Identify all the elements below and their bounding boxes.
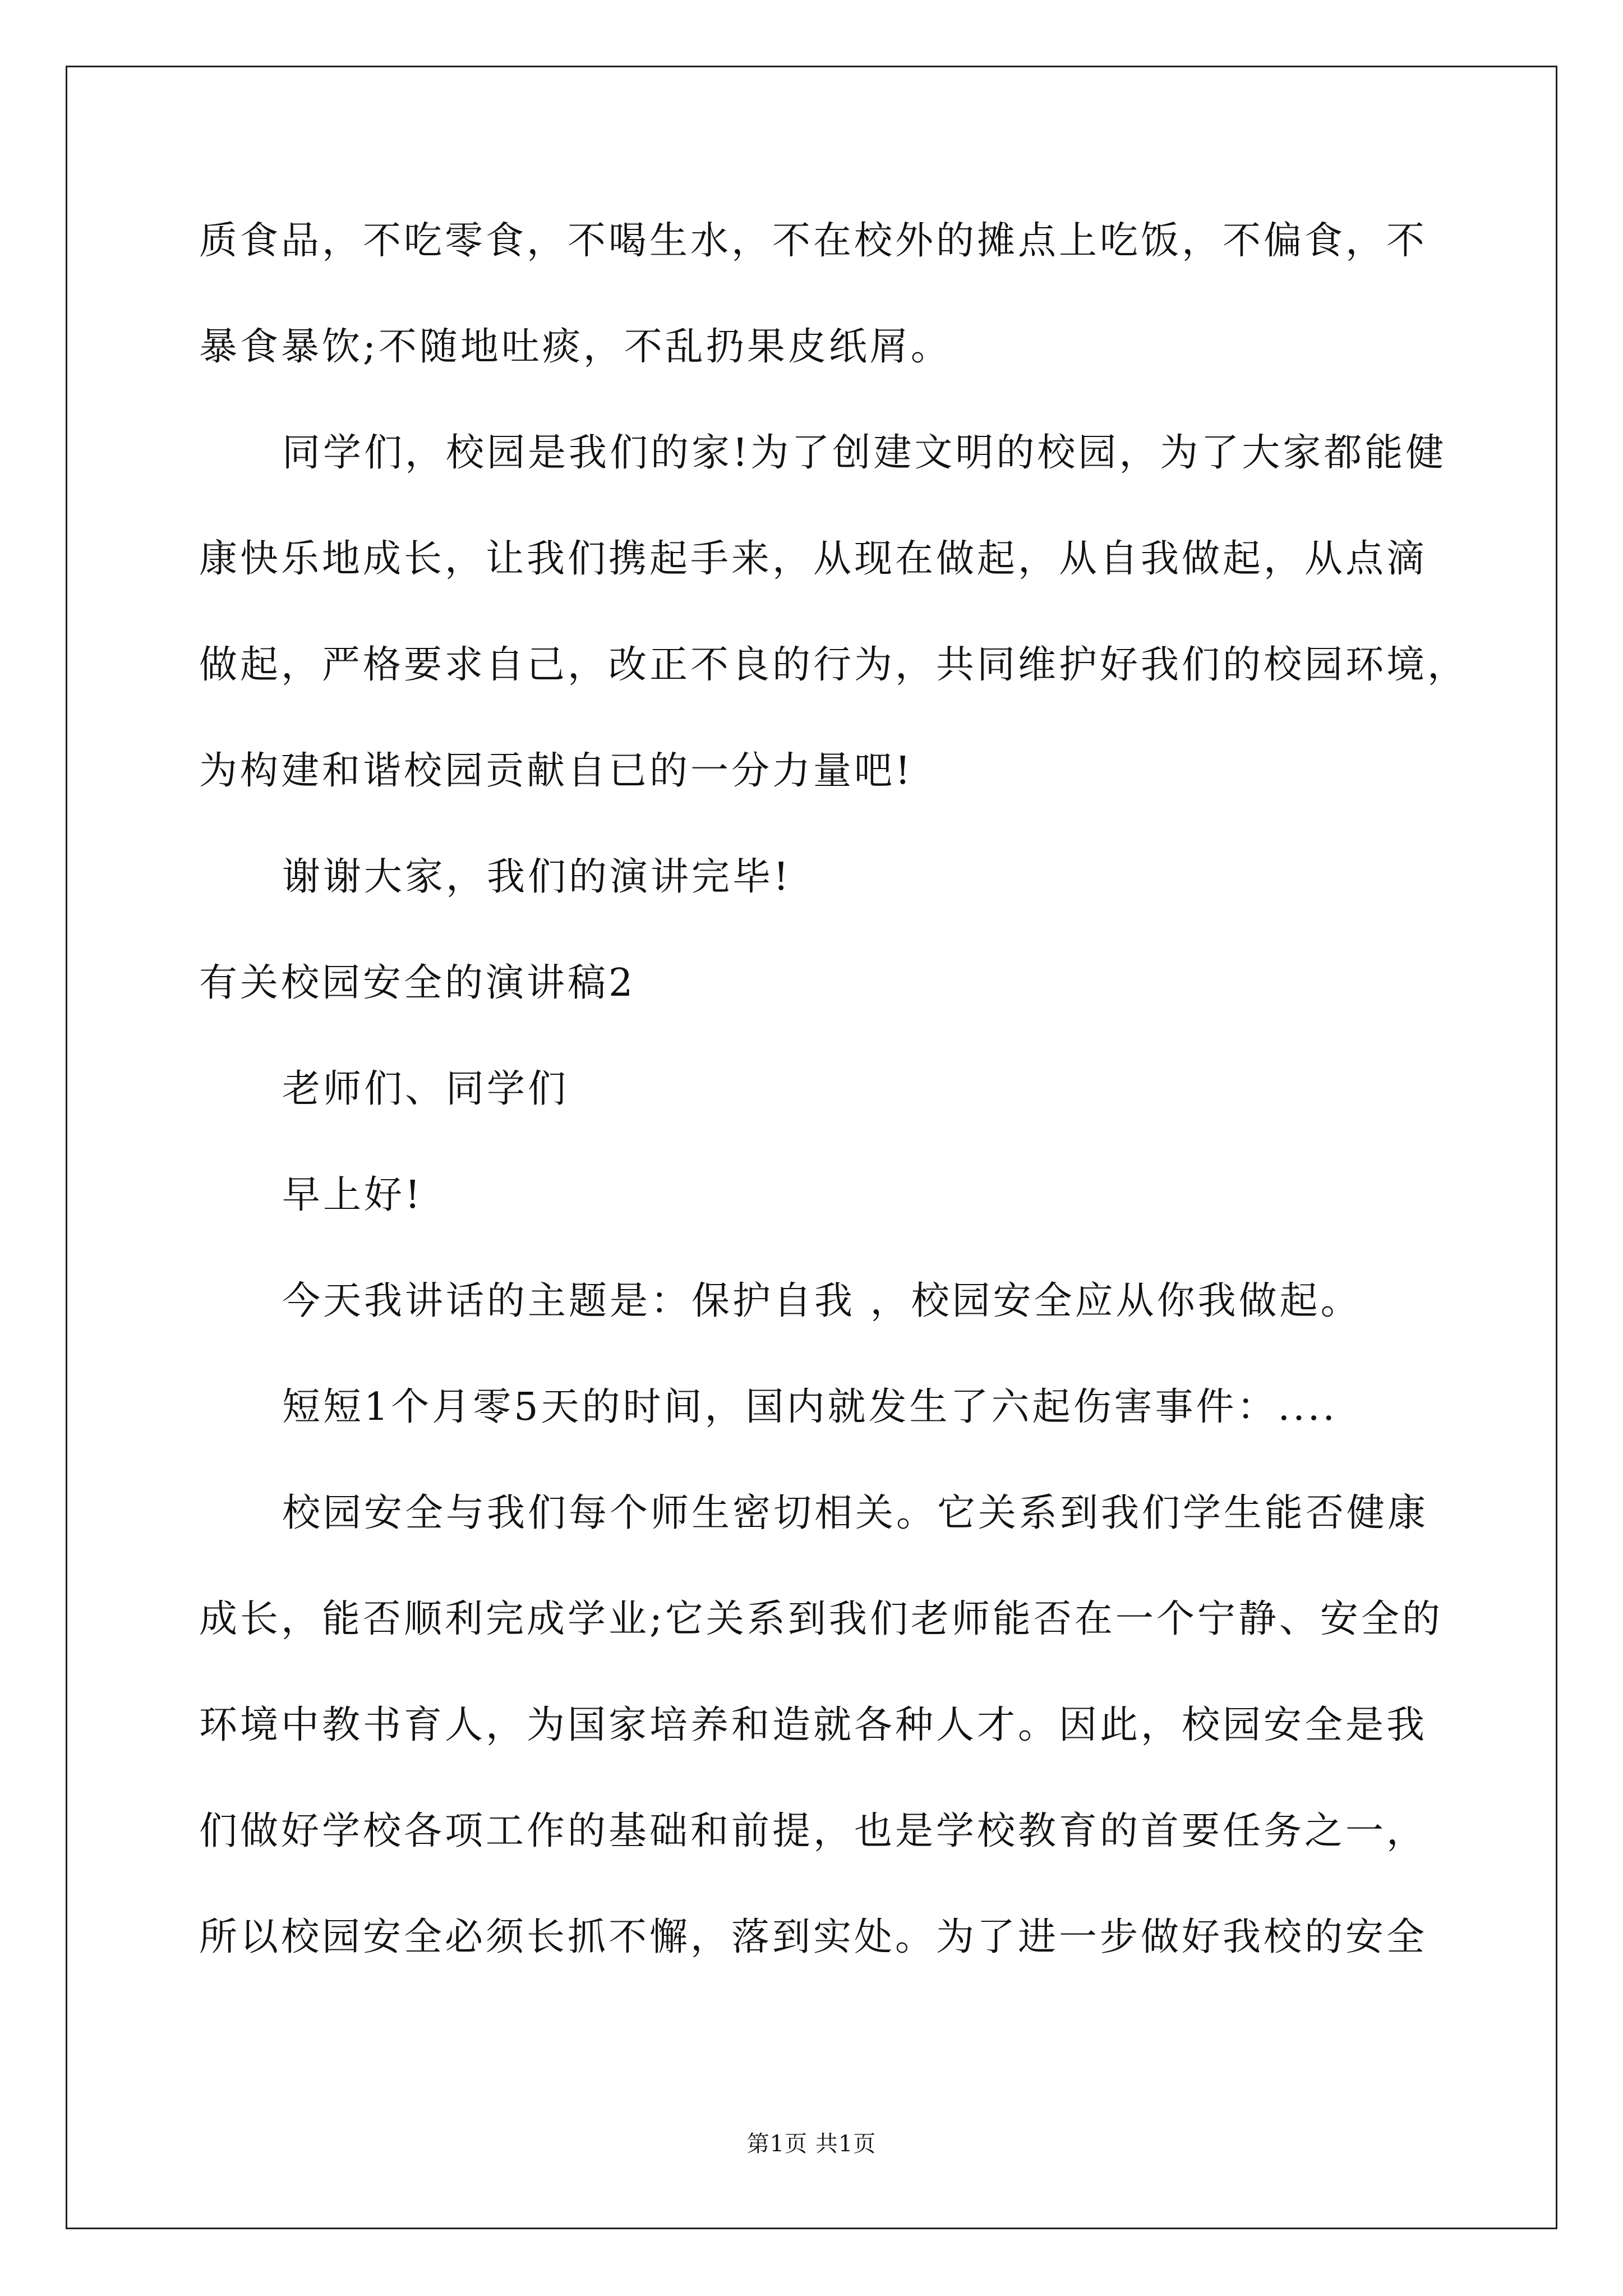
- text-line: 暴食暴饮;不随地吐痰，不乱扔果皮纸屑。: [199, 325, 952, 369]
- text-line: 老师们、同学们: [282, 1067, 569, 1111]
- text-line: 做起，严格要求自己，改正不良的行为，共同维护好我们的校园环境，: [199, 643, 1469, 687]
- text-line: 们做好学校各项工作的基础和前提，也是学校教育的首要任务之一，: [199, 1809, 1428, 1853]
- text-line: 今天我讲话的主题是：保护自我 ，校园安全应从你我做起。: [282, 1279, 1362, 1323]
- text-line: 康快乐地成长，让我们携起手来，从现在做起，从自我做起，从点滴: [199, 537, 1428, 581]
- text-line: 所以校园安全必须长抓不懈，落到实处。为了进一步做好我校的安全: [199, 1915, 1428, 1959]
- page-footer: 第1页 共1页: [746, 2131, 877, 2157]
- section-heading: 有关校园安全的演讲稿2: [199, 961, 636, 1005]
- text-line: 环境中教书育人，为国家培养和造就各种人才。因此，校园安全是我: [199, 1703, 1428, 1747]
- text-line: 成长，能否顺利完成学业;它关系到我们老师能否在一个宁静、安全的: [199, 1597, 1443, 1641]
- text-line: 同学们，校园是我们的家!为了创建文明的校园，为了大家都能健: [282, 431, 1447, 475]
- text-line: 校园安全与我们每个师生密切相关。它关系到我们学生能否健康: [282, 1491, 1429, 1535]
- page-border: [66, 66, 1557, 2229]
- text-line: 短短1个月零5天的时间，国内就发生了六起伤害事件：....: [282, 1385, 1338, 1429]
- text-line: 质食品，不吃零食，不喝生水，不在校外的摊点上吃饭，不偏食，不: [199, 219, 1428, 263]
- text-line: 谢谢大家，我们的演讲完毕!: [282, 855, 792, 899]
- text-line: 早上好!: [282, 1173, 423, 1217]
- text-line: 为构建和谐校园贡献自已的一分力量吧!: [199, 749, 914, 793]
